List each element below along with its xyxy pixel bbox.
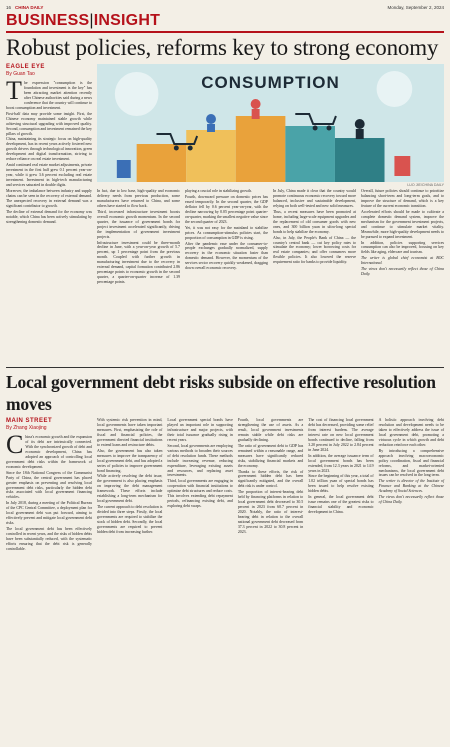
story1-p17: Overall, future policies should continue to prioritize balancing short-term and long-term goals, and to improve the structure of demand, which is a key feature of the current economic transition.: [361, 189, 444, 208]
story1-byline: By Guan Tao: [6, 71, 35, 77]
story1-col-5: [361, 189, 444, 286]
story1-col-3: [185, 189, 268, 286]
story2-p5: With systemic risk prevention in mind, local governments have taken important measures. First, emphasizing the role of fiscal and financial policies, the government directed financial institutions to extend loans and restructure debts.: [97, 418, 163, 447]
issue-date: Monday, September 2, 2024: [387, 4, 444, 10]
story2-author-note: The writer is director of the Institute of Finance and Banking at the Chinese Academy of Social Sciences.: [378, 479, 445, 494]
story2-p4: The local government debt has been effectively controlled in recent years, and the risks of hidden debts have been substantially reduced, with the systematic efforts ensuring that the debt risk is generally controllable.: [6, 527, 93, 551]
story1-p7: In fact, due to low base, high-quality and economic delivery needs from previous production, some manufacturers have returned to China, and some others have started to flow back.: [97, 189, 180, 208]
story2-body: [6, 418, 444, 553]
story1-p9: Infrastructure investment could be three-month decline in June, with a year-on-year growth of 5.7 percent, up 1 percentage point from the previous month. Coupled with further growth in manufacturing investment due to the recovery in external demand, capital formation contributed 2.86 percentage points to economic growth in the second quarter, a quarter-on-quarter increase of 1.39 percentage points.: [97, 240, 180, 285]
illustration-credit: LUO JIE/CHINA DAILY: [407, 183, 444, 187]
page-header: [6, 0, 444, 12]
story1-col-4: [273, 189, 356, 286]
story1-p5: Moreover, the imbalance between industry and supply chains can be seen in the recovery of external demand. The unexpected recovery in external demand was a significant contributor to growth.: [6, 189, 92, 208]
story2-p19: In general, the local government debt issue remains one of the greatest risks to financial stability and economic development in China.: [308, 495, 374, 515]
story1-text-columns: [97, 189, 444, 286]
section-title: BUSINESS|INSIGHT: [6, 12, 161, 29]
story1-left-column: [6, 64, 92, 364]
story2-disclaimer: The views don't necessarily reflect those of China Daily.: [378, 495, 445, 505]
story2-left-column: [6, 418, 92, 553]
story1-p1: he expression "consumption is the foundation and investment is the key" has been attracting market attention recently after Chinese authorities said during a news conference that the country will continue to boost consumption and investment.: [6, 81, 92, 110]
story2-dropcap: C: [6, 430, 24, 459]
story2-kicker: MAIN STREET: [6, 418, 53, 424]
story2-p17: In addition, the average issuance term of local government bonds has been extended, from 12.3 years in 2021 to 14.9 years in 2023.: [308, 453, 374, 473]
story1-headline: Robust policies, reforms key to strong economy: [6, 35, 439, 60]
story2-headline: Local government debt risks subside on effective resolution moves: [6, 372, 436, 414]
story2-p6: Also, the government has also taken measures to improve the transparency of local government debt, and has adopted a series of policies to improve government bond financing.: [97, 448, 163, 473]
story2-p8: The current approach to debt resolution is divided into three steps. Firstly, the local governments are required to stabilize the stock of hidden debt. Secondly, the local governments are required to prevent hidden debt from increasing further.: [97, 505, 163, 534]
story1-p11: Fourth, downward pressure on domestic prices has eased temporarily. In the second quarter, the GDP deflator fell by 0.6 percent year-on-year, with the decline narrowing by 0.05 percentage point quarter-on-quarter, marking the smallest negative value since the second quarter of 2023.: [185, 194, 268, 224]
story2-p9: Local government special bonds have played an important role in supporting infrastructure and major projects, with their total issuance gradually rising in recent years.: [167, 418, 233, 442]
story2-col-4: [238, 418, 303, 553]
story2-p15: The proportion of interest-bearing debt held by financing platforms in relation to local government debt decreased to 30.5 percent in 2023 from 60.7 percent in 2020. Notably, the ratio of interest-bearing debt in relation to the overall national government debt decreased from 37.3 percent in 2022 to 30.8 percent in 2023.: [237, 490, 304, 534]
story2-col-5: [308, 418, 373, 553]
story1-p14: In July, China made it clear that the country would promote continuous economic recovery toward more balanced, inclusive and sustainable development, relying on both well-tested and new solid measures.: [273, 189, 356, 208]
story2-p13: The ratio of government debt to GDP has remained within a reasonable range, and measures have significantly reduced risks, stabilizing financial markets and the economy.: [237, 443, 304, 468]
story2-p1: hina's economic growth and the expansion of its debt are intrinsically connected. With the synchronized growth of debt and economic development, China has adopted an approach of controlling local government debt risks within the framework of economic development.: [6, 435, 92, 469]
story1-p6: The decline of external demand for the economy was notable, which China has been actively stimulating by strengthening domestic demand.: [6, 209, 92, 224]
story1-p12: Yet, it was not easy for the mainland to stabilize prices. As consumption-stimulus policies start, the proportion of consumption in GDP is rising.: [185, 225, 268, 240]
story1-p3: China, maintaining its strategic focus on high-quality development, has in recent years actively fostered new growth drivers through technological innovation, green development and digital transformation, striving to reduce reliance on real estate investment.: [6, 137, 93, 162]
story1-kicker: EAGLE EYE: [6, 64, 45, 70]
page-number: 16: [6, 4, 12, 10]
story1-p18: Accelerated efforts should be made to cultivate a complete domestic demand system, improve the mechanism for the government investment projects, and continue to stimulate market vitality. Meanwhile, more high-quality development needs to be pursued to expand investment.: [361, 209, 444, 239]
header-rule: [6, 31, 444, 33]
story1-right-area: [97, 64, 444, 364]
story2-p11: Third, local governments are engaging in cooperation with financial institutions to optimize debt structures and reduce costs. This involves extending debt repayment periods, refinancing existing debt, and exploring debt swaps.: [167, 479, 233, 509]
story1-p10: playing a crucial role in stabilizing growth.: [185, 189, 253, 193]
story2-p12: Fourth, local governments are strengthening the use of assets. As a result, local government investments remain stable while debt risks are gradually declining.: [237, 418, 304, 442]
story1-p15: Thus, a recent measures have been promoted at home, including large-scale equipment upgrades and the replacement of old consumer goods with new ones, and 300 billion yuan in ultra-long special bonds to help stabilize the economy.: [273, 209, 356, 234]
story2-p3: In July 2018, during a meeting of the Political Bureau of the CPC Central Committee, a deployment plan for local government debt was put forward, aiming to effectively prevent and mitigate local government debt risks.: [6, 501, 92, 526]
publication-name: CHINA DAILY: [15, 4, 44, 10]
dropcap: T: [6, 76, 22, 105]
story2-p21: By introducing a comprehensive approach involving macroeconomic policy coordination, fiscal and financial reforms, and market-oriented mechanisms, the local government debt issues can be resolved in the long term.: [378, 448, 445, 478]
story1-body: [6, 64, 444, 364]
section-word-insight: INSIGHT: [93, 12, 161, 29]
story2-byline: By Zhang Xiaojing: [6, 425, 47, 431]
story1-p8: Third, increased infrastructure investment boosts overall economic growth momentum. In the second quarter, the issuance of government bonds for project investment accelerated significantly, driving the implementation of government investment projects.: [97, 209, 180, 239]
story-divider: [6, 367, 444, 368]
story2-p20: A holistic approach involving debt resolution and development needs to be taken to effectively address the issue of local government debt, promoting a virtuous cycle in which growth and debt reduction reinforce each other.: [378, 418, 445, 447]
story1-col-2: [97, 189, 180, 286]
story1-p19: In addition, policies supporting services consumption can also be improved, focusing on key fields like aging, eldercare and tourism.: [361, 240, 444, 255]
story1-p4: Amid continued real estate market adjustments, private investment in the first half grew 0.1 percent year-on-year, while it grew 3.6 percent excluding real estate investment. Investment in high-tech manufacturing and services saturated in double digits.: [6, 163, 92, 188]
illustration-title: CONSUMPTION: [201, 73, 340, 92]
story1-p13: After the pandemic ease under the consumer-to-people exchanges gradually normalized, supply recovery in the economic situation faster than domestic demand. However, the momentum of the services sector recovery quickly weakened, dragging down overall economic recovery.: [185, 241, 268, 271]
story2-col-3: [167, 418, 232, 553]
story2-p18: Since the beginning of this year, a total of 1.02 trillion yuan of special bonds has been issued to help resolve existing hidden debts.: [308, 474, 374, 494]
consumption-illustration: [97, 64, 444, 182]
story1-disclaimer: The views don't necessarily reflect those of China Daily.: [361, 267, 444, 277]
story1-author-note: The writer is global chief economist at BOC International.: [361, 256, 444, 266]
story2-p2: Since the 18th National Congress of the Communist Party of China, the central government has placed greater emphasis on preventing and resolving local government debt risks, particularly the hidden debt risks associated with local government financing vehicles.: [6, 470, 92, 500]
story1-p2: First-half data may provide some insight. First, the Chinese economy maintained stable growth while achieving structural upgrading with improved quality. Second, consumption and investment remained the key pillars of growth.: [6, 111, 92, 136]
section-word-business: BUSINESS: [6, 12, 90, 29]
story1-p16: Also, in July, the People's Bank of China — the country's central bank — cut key policy rates to stimulate the economy; lower borrowing costs for real estate companies; and offer consumers more flexible policies. It also lowered the reserve requirement ratio for banks to provide liquidity.: [273, 235, 356, 265]
story2-p16: The cost of financing local government debt has decreased, providing some relief from interest burdens. The average interest rate on new local government bonds continued to decline, falling from 3.20 percent in July 2022 to 2.84 percent in June 2024.: [308, 418, 374, 452]
story2-p7: While actively resolving the debt issue, the government is also placing emphasis on improving the debt management framework. These efforts include establishing a long-term mechanism for local government debt.: [97, 474, 163, 504]
story2-col-2: [97, 418, 162, 553]
story2-p10: Second, local governments are employing various methods to broaden their sources of debt resolution funds. These methods include increasing revenue, reducing expenditure, leveraging existing assets and resources, and replacing asset investments.: [167, 443, 233, 478]
story2-p14: Thanks to these efforts, the risk of government hidden debt has been significantly mitigated, and the overall debt risk is under control.: [237, 469, 304, 489]
story2-col-6: [379, 418, 444, 553]
